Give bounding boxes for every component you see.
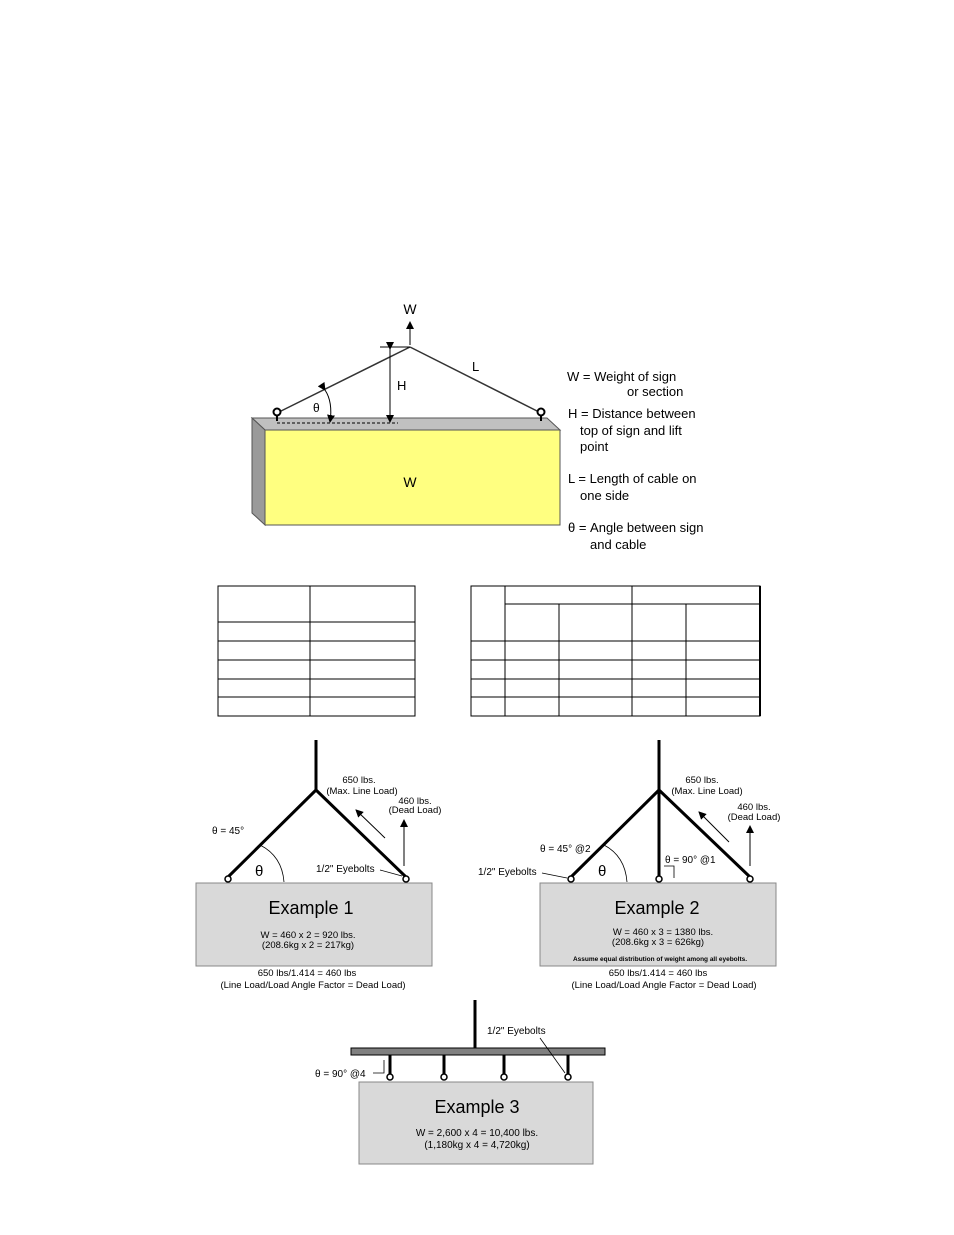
legend-theta-line2: and cable — [590, 537, 647, 552]
example2-box — [540, 883, 776, 966]
example1-theta-label: θ = 45° — [212, 826, 245, 837]
example2-title: Example 2 — [614, 898, 700, 918]
legend-w-line2: or section — [627, 384, 684, 399]
example-1 — [196, 740, 441, 991]
example1-dead-load-note: (Dead Load) — [388, 805, 442, 816]
sign-box-side — [252, 418, 265, 525]
l-label: L — [472, 359, 480, 374]
example1-eyebolt-left-icon — [225, 876, 231, 882]
example3-theta: θ = 90° @4 — [315, 1069, 366, 1080]
example2-weight-kg: (208.6kg x 3 = 626kg) — [611, 937, 705, 948]
theta-arc-icon — [325, 390, 331, 422]
example3-spreader-bar — [351, 1048, 605, 1055]
example2-cable-left — [571, 790, 659, 877]
example2-line-load-arrow-icon — [699, 812, 729, 842]
example1-weight: W = 460 x 2 = 920 lbs. — [260, 930, 356, 941]
example2-dead-load-note: (Dead Load) — [727, 812, 781, 823]
example1-weight-kg: (208.6kg x 2 = 217kg) — [261, 940, 355, 951]
example3-eyebolt-4-icon — [565, 1074, 571, 1080]
example2-note: Assume equal distribution of weight among all eyebolts. — [572, 956, 748, 963]
example2-eyebolt-right-icon — [747, 876, 753, 882]
example2-eyebolt-center-icon — [656, 876, 662, 882]
legend-w-line1: W = Weight of sign — [567, 369, 677, 384]
table-right — [471, 586, 760, 716]
example-2 — [478, 740, 780, 991]
example1-formula: 650 lbs/1.414 = 460 lbs — [257, 968, 357, 979]
example1-eyebolts-label: 1/2" Eyebolts — [316, 864, 375, 875]
table-left — [218, 586, 415, 716]
example2-theta-90: θ = 90° @1 — [665, 855, 716, 866]
example1-title: Example 1 — [268, 898, 354, 918]
h-label: H — [397, 378, 407, 393]
example3-box — [359, 1082, 593, 1164]
example1-formula-note: (Line Load/Load Angle Factor = Dead Load) — [220, 980, 406, 991]
example2-formula-note: (Line Load/Load Angle Factor = Dead Load) — [571, 980, 757, 991]
example1-box — [196, 883, 432, 966]
example2-formula: 650 lbs/1.414 = 460 lbs — [608, 968, 708, 979]
example2-eyebolt-left-icon — [568, 876, 574, 882]
example2-eyebolts-label: 1/2" Eyebolts — [478, 867, 537, 878]
legend — [567, 369, 704, 552]
cable-right — [410, 347, 541, 413]
example2-theta-arc-icon — [604, 845, 627, 882]
example2-right-angle-icon — [664, 866, 674, 878]
example1-eyebolt-right-icon — [403, 876, 409, 882]
example1-max-load: 650 lbs. — [342, 775, 376, 786]
theta-label: θ — [313, 401, 320, 415]
example1-theta-symbol: θ — [255, 863, 264, 880]
legend-h-line1: H = Distance between — [568, 406, 696, 421]
legend-l-line1: L = Length of cable on — [568, 471, 697, 486]
example3-eyebolt-3-icon — [501, 1074, 507, 1080]
example1-max-load-note: (Max. Line Load) — [326, 786, 398, 797]
legend-theta-line1: θ = Angle between sign — [568, 520, 704, 535]
top-diagram — [252, 301, 704, 552]
example3-right-angle-icon — [373, 1060, 384, 1073]
legend-h-line3: point — [580, 439, 609, 454]
example3-weight: W = 2,600 x 4 = 10,400 lbs. — [415, 1128, 539, 1139]
example2-max-load: 650 lbs. — [685, 775, 719, 786]
legend-h-line2: top of sign and lift — [580, 423, 682, 438]
example3-eyebolt-2-icon — [441, 1074, 447, 1080]
legend-l-line2: one side — [580, 488, 630, 503]
example2-weight: W = 460 x 3 = 1380 lbs. — [612, 927, 714, 938]
box-weight-label: W — [403, 474, 417, 490]
example3-eyebolts-label: 1/2" Eyebolts — [487, 1026, 546, 1037]
example2-theta-symbol: θ — [598, 863, 607, 880]
example3-weight-kg: (1,180kg x 4 = 4,720kg) — [424, 1140, 530, 1151]
example2-dead-load: 460 lbs. — [737, 802, 771, 813]
example2-max-load-note: (Max. Line Load) — [671, 786, 743, 797]
example3-drops — [390, 1055, 568, 1074]
example1-theta-arc-icon — [260, 845, 284, 882]
example1-dead-load: 460 lbs. — [398, 796, 432, 807]
w-arrow-label: W — [403, 301, 417, 317]
sign-box-top — [252, 418, 560, 430]
example2-theta-45: θ = 45° @2 — [540, 844, 591, 855]
example3-eyebolt-1-icon — [387, 1074, 393, 1080]
example-3 — [315, 1000, 605, 1164]
example3-title: Example 3 — [434, 1097, 520, 1117]
example2-eyebolts-pointer — [542, 873, 567, 878]
